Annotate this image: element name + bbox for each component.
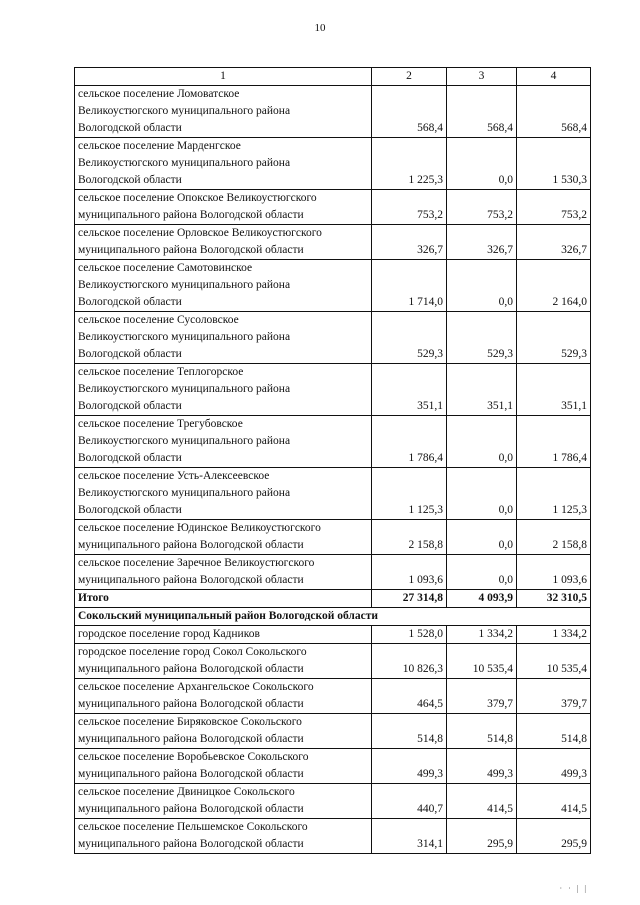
table-row: [75, 784, 591, 819]
table-body: [75, 86, 591, 854]
value-col-4: 529,3: [517, 312, 591, 364]
municipality-name: сельское поселение Заречное Великоустюгского муниципального района Вологодской области: [75, 555, 372, 590]
municipality-name: сельское поселение Архангельское Сокольского муниципального района Вологодской области: [75, 679, 372, 714]
table-row: [75, 225, 591, 260]
value-col-2: 440,7: [372, 784, 447, 819]
municipality-name: городское поселение город Кадников: [75, 626, 372, 644]
municipality-name: сельское поселение Двиницкое Сокольского муниципального района Вологодской области: [75, 784, 372, 819]
table-row: [75, 714, 591, 749]
municipality-name: сельское поселение Марденгское Великоустюгского муниципального района Вологодской области: [75, 138, 372, 190]
header-row: [75, 68, 591, 86]
table-row: [75, 260, 591, 312]
table-row: [75, 190, 591, 225]
value-col-2: 314,1: [372, 819, 447, 854]
column-header: 4: [517, 68, 591, 86]
value-col-4: 1 334,2: [517, 626, 591, 644]
municipality-name: городское поселение город Сокол Сокольского муниципального района Вологодской области: [75, 644, 372, 679]
table-row: [75, 679, 591, 714]
table-row: [75, 86, 591, 138]
column-header: 2: [372, 68, 447, 86]
value-col-3: 753,2: [447, 190, 517, 225]
municipality-name: сельское поселение Воробьевское Сокольского муниципального района Вологодской области: [75, 749, 372, 784]
total-label: Итого: [75, 590, 372, 608]
value-col-4: 1 125,3: [517, 468, 591, 520]
value-col-4: 2 158,8: [517, 520, 591, 555]
table-row: [75, 364, 591, 416]
value-col-2: 27 314,8: [372, 590, 447, 608]
value-col-2: 1 786,4: [372, 416, 447, 468]
value-col-4: 326,7: [517, 225, 591, 260]
column-header: 1: [75, 68, 372, 86]
table-row: [75, 644, 591, 679]
value-col-4: 753,2: [517, 190, 591, 225]
table-row: [75, 416, 591, 468]
table-row: [75, 555, 591, 590]
page-number: 10: [314, 22, 326, 34]
table-row: [75, 626, 591, 644]
value-col-4: 351,1: [517, 364, 591, 416]
table-row: [75, 468, 591, 520]
table-row: [75, 312, 591, 364]
value-col-3: 351,1: [447, 364, 517, 416]
section-title: Сокольский муниципальный район Вологодской области: [75, 608, 591, 626]
value-col-4: 499,3: [517, 749, 591, 784]
value-col-3: 0,0: [447, 468, 517, 520]
value-col-2: 1 093,6: [372, 555, 447, 590]
municipality-name: сельское поселение Юдинское Великоустюгского муниципального района Вологодской области: [75, 520, 372, 555]
municipality-name: сельское поселение Опокское Великоустюгского муниципального района Вологодской области: [75, 190, 372, 225]
corner-mark: · · | |: [559, 884, 588, 893]
value-col-2: 753,2: [372, 190, 447, 225]
value-col-2: 1 225,3: [372, 138, 447, 190]
value-col-2: 1 528,0: [372, 626, 447, 644]
table-row: [75, 749, 591, 784]
value-col-3: 0,0: [447, 260, 517, 312]
value-col-3: 379,7: [447, 679, 517, 714]
value-col-4: 414,5: [517, 784, 591, 819]
value-col-3: 295,9: [447, 819, 517, 854]
value-col-4: 1 786,4: [517, 416, 591, 468]
municipality-name: сельское поселение Пельшемское Сокольского муниципального района Вологодской области: [75, 819, 372, 854]
value-col-2: 529,3: [372, 312, 447, 364]
budget-table: [74, 67, 591, 854]
value-col-2: 10 826,3: [372, 644, 447, 679]
column-header: 3: [447, 68, 517, 86]
municipality-name: сельское поселение Усть-Алексеевское Великоустюгского муниципального района Вологодской области: [75, 468, 372, 520]
value-col-2: 351,1: [372, 364, 447, 416]
value-col-4: 1 093,6: [517, 555, 591, 590]
value-col-4: 1 530,3: [517, 138, 591, 190]
value-col-3: 1 334,2: [447, 626, 517, 644]
value-col-4: 32 310,5: [517, 590, 591, 608]
value-col-3: 4 093,9: [447, 590, 517, 608]
value-col-3: 10 535,4: [447, 644, 517, 679]
table-row: [75, 520, 591, 555]
table-row: [75, 138, 591, 190]
value-col-4: 2 164,0: [517, 260, 591, 312]
value-col-2: 499,3: [372, 749, 447, 784]
value-col-2: 326,7: [372, 225, 447, 260]
value-col-3: 529,3: [447, 312, 517, 364]
value-col-3: 0,0: [447, 416, 517, 468]
value-col-4: 295,9: [517, 819, 591, 854]
municipality-name: сельское поселение Теплогорское Великоустюгского муниципального района Вологодской области: [75, 364, 372, 416]
value-col-3: 0,0: [447, 138, 517, 190]
table-row: [75, 819, 591, 854]
total-row: [75, 590, 591, 608]
section-header-row: [75, 608, 591, 626]
municipality-name: сельское поселение Сусоловское Великоустюгского муниципального района Вологодской области: [75, 312, 372, 364]
value-col-3: 514,8: [447, 714, 517, 749]
value-col-3: 499,3: [447, 749, 517, 784]
value-col-4: 379,7: [517, 679, 591, 714]
value-col-2: 1 714,0: [372, 260, 447, 312]
municipality-name: сельское поселение Орловское Великоустюгского муниципального района Вологодской области: [75, 225, 372, 260]
value-col-4: 10 535,4: [517, 644, 591, 679]
value-col-4: 514,8: [517, 714, 591, 749]
value-col-2: 464,5: [372, 679, 447, 714]
value-col-3: 0,0: [447, 520, 517, 555]
municipality-name: сельское поселение Биряковское Сокольского муниципального района Вологодской области: [75, 714, 372, 749]
value-col-3: 0,0: [447, 555, 517, 590]
value-col-3: 326,7: [447, 225, 517, 260]
value-col-2: 1 125,3: [372, 468, 447, 520]
municipality-name: сельское поселение Самотовинское Великоустюгского муниципального района Вологодской области: [75, 260, 372, 312]
value-col-3: 568,4: [447, 86, 517, 138]
municipality-name: сельское поселение Ломоватское Великоустюгского муниципального района Вологодской области: [75, 86, 372, 138]
municipality-name: сельское поселение Трегубовское Великоустюгского муниципального района Вологодской области: [75, 416, 372, 468]
value-col-2: 2 158,8: [372, 520, 447, 555]
value-col-2: 568,4: [372, 86, 447, 138]
value-col-2: 514,8: [372, 714, 447, 749]
value-col-4: 568,4: [517, 86, 591, 138]
value-col-3: 414,5: [447, 784, 517, 819]
